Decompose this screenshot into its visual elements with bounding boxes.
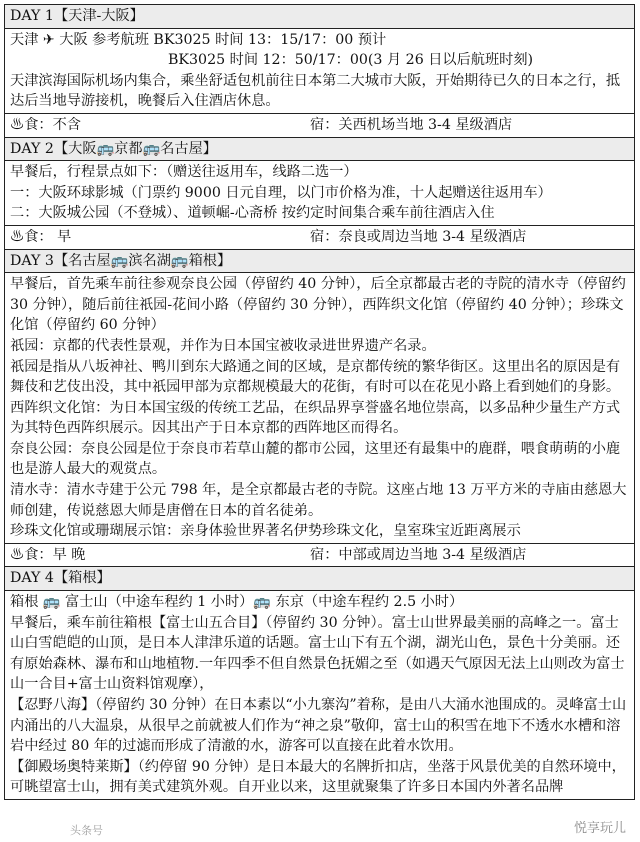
day4-body [5, 591, 635, 800]
day4-route: 箱根 🚌 富士山（中途车程约 1 小时）🚌 东京（中途车程约 2.5 小时） [10, 594, 464, 611]
day-body [5, 28, 635, 113]
day-header [5, 137, 635, 161]
hotel-info: 宿：关西机场当地 3-4 星级酒店 [310, 116, 513, 133]
day-body [5, 161, 635, 226]
day-body [5, 591, 635, 800]
day4-fuji: 早餐后，乘车前往箱根【富士山五合目】（停留约 30 分钟）。富士山世界最美丽的高峰之一。富士山白雪皑皑的山顶，是日本人津津乐道的话题。富士山下有五个湖，湖光山色，景色十分美丽。还有原始森林、瀑布和山地植物.一年四季不但自然景色抚媚之至（如遇天气原因无法上山则改为富士山一合目+富士山资料馆观摩）， [10, 614, 625, 693]
hotel-info: 宿：奈良或周边当地 3-4 星级酒店 [310, 228, 527, 245]
day3-schedule: 早餐后，首先乘车前往参观奈良公园（停留约 40 分钟），后全京都最古老的寺院的清水寺（停留约 30 分钟），随后前往祇园-花间小路（停留约 30 分钟），西阵织文化馆（停留约 40 分钟）；珍珠文化馆（停留约 60 分钟） [10, 276, 626, 334]
day2-header: DAY 2【大阪🚌京都🚌名古屋】 [5, 137, 635, 161]
day2-option-2: 二：大阪城公园（不登城）、道顿崛-心斋桥 按约定时间集合乘车前往酒店入住 [10, 205, 495, 222]
hotel-info: 宿：中部或周边当地 3-4 星级酒店 [310, 546, 527, 563]
itinerary-page [4, 4, 634, 800]
meal-info: ♨食：早 晚 [10, 546, 86, 563]
flight-line: 天津 ✈ 大阪 参考航班 BK3025 时间 13：15/17：00 预计 [10, 31, 387, 48]
day3-kiyomizu: 清水寺：清水寺建于公元 798 年，是全京都最古老的寺院。这座占地 13 万平方米的寺庙由慈恩大师创建，传说慈恩大师是唐僧在日本的首名徒弟。 [10, 482, 627, 519]
day-header [5, 249, 635, 273]
day-header [5, 5, 635, 29]
day1-header: DAY 1【天津-大阪】 [5, 5, 635, 29]
meal-info: ♨食： 早 [10, 228, 72, 245]
meal-row [5, 113, 635, 137]
day-body [5, 273, 635, 544]
day3-pearl: 珍珠文化馆或珊瑚展示馆：亲身体验世界著名伊势珍珠文化，皇室珠宝近距离展示 [10, 523, 521, 540]
day-header [5, 567, 635, 591]
day4-oshino: 【忍野八海】（停留约 30 分钟）在日本素以“小九寨沟”着称，是由八大涌水池围成的。灵峰富士山内涌出的八大温泉，从很早之前就被人们作为“神之泉”敬仰，富士山的积雪在地下不透水水槽和溶岩中经过 80 年的过滤而形成了清澈的水，游客可以直接在此着水饮用。 [10, 697, 627, 755]
meal-info: ♨食：不含 [10, 116, 81, 133]
day1-body [5, 28, 635, 113]
day3-gion-intro: 祇园：京都的代表性景观，并作为日本国宝被收录进世界遗产名录。 [10, 337, 436, 354]
day2-option-1: 一：大阪环球影城（门票约 9000 日元自理，以门市价格为准，十人起赠送往返用车） [10, 184, 552, 201]
day1-description: 天津滨海国际机场内集合，乘坐舒适包机前往日本第二大城市大阪，开始期待已久的日本之行，抵达后当地导游接机，晚餐后入住酒店休息。 [10, 72, 621, 110]
day2-intro: 早餐后，行程景点如下：（赠送往返用车，线路二选一） [10, 164, 358, 181]
day3-body [5, 273, 635, 544]
day3-header: DAY 3【名古屋🚌滨名湖🚌箱根】 [5, 249, 635, 273]
meal-row [5, 225, 635, 249]
day3-nara-park: 奈良公园：奈良公园是位于奈良市若草山麓的都市公园，这里还有最集中的鹿群，喂食萌萌的小鹿也是游人最大的观赏点。 [10, 440, 621, 478]
watermark-logo: 悦享玩儿 [573, 821, 626, 836]
flight-line-alt: BK3025 时间 12：50/17：00(3 月 26 日以后航班时刻) [168, 52, 534, 69]
day3-nishijin: 西阵织文化馆：为日本国宝级的传统工艺品，在织品界享誉盛名地位崇高，以多品种少量生产方式为其特色西阵织展示。因其出产于日本京都的西阵地区而得名。 [10, 399, 621, 437]
day4-gotemba: 【御殿场奥特莱斯】（约停留 90 分钟）是日本最大的名牌折扣店，坐落于风景优美的自然环境中，可眺望富士山，拥有美式建筑外观。自开业以来，这里就聚集了许多日本国内外著名品牌 [10, 758, 626, 796]
day2-body [5, 161, 635, 226]
itinerary-table [4, 4, 635, 800]
watermark-source: 头条号 [70, 824, 103, 837]
meal-row [5, 543, 635, 567]
day3-gion-desc: 祇园是指从八坂神社、鸭川到东大路通之间的区域，是京都传统的繁华街区。这里出名的原因是有舞伎和艺伎出没，其中祇园甲部为京都规模最大的花街，有时可以在花见小路上看到她们的身影。 [10, 358, 621, 396]
day4-header: DAY 4【箱根】 [5, 567, 635, 591]
